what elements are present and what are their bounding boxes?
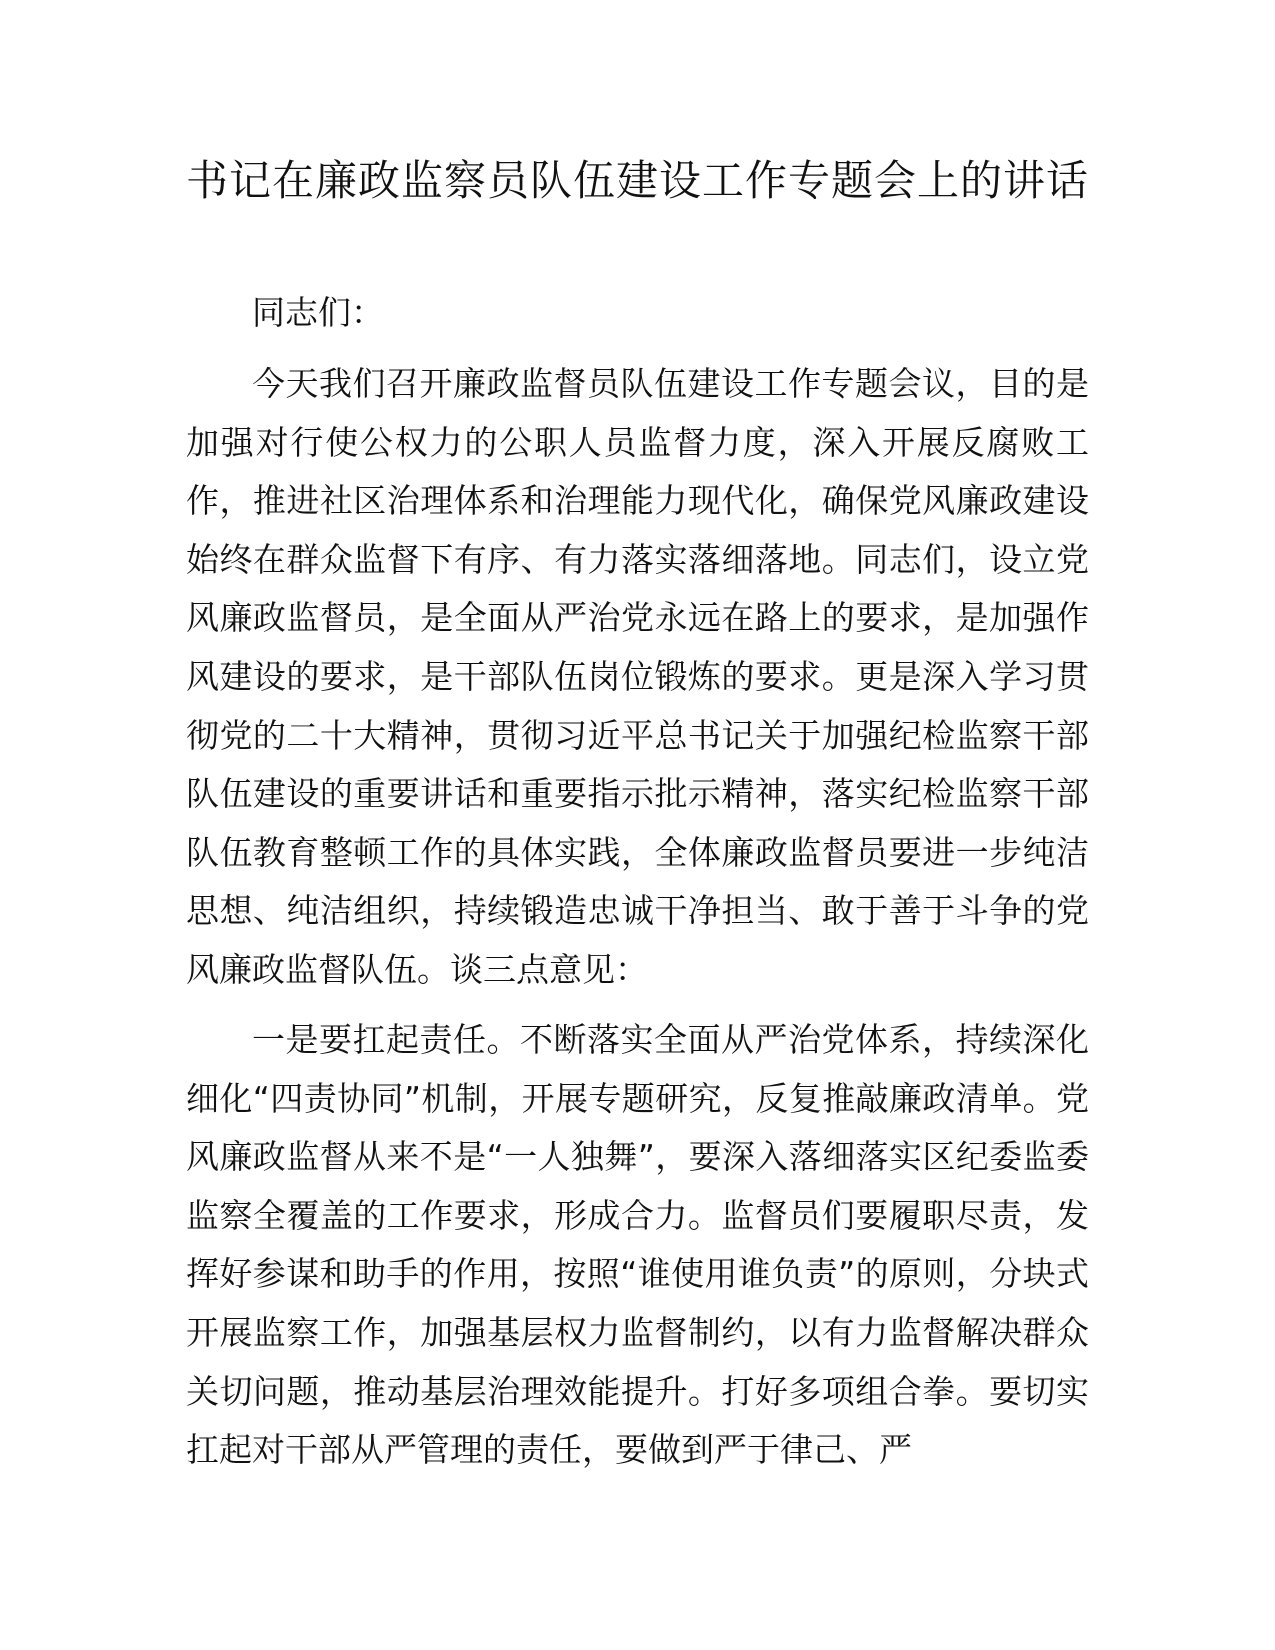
document-title: 书记在廉政监察员队伍建设工作专题会上的讲话 bbox=[186, 156, 1090, 205]
paragraph-opening: 今天我们召开廉政监督员队伍建设工作专题会议，目的是加强对行使公权力的公职人员监督力度，深入开展反腐败工作，推进社区治理体系和治理能力现代化，确保党风廉政建设始终在群众监督下有序、有力落实落细落地。同志们，设立党风廉政监督员，是全面从严治党永远在路上的要求，是加强作风建设的要求，是干部队伍岗位锻炼的要求。更是深入学习贯彻党的二十大精神，贯彻习近平总书记关于加强纪检监察干部队伍建设的重要讲话和重要指示批示精神，落实纪检监察干部队伍教育整顿工作的具体实践，全体廉政监督员要进一步纯洁思想、纯洁组织，持续锻造忠诚干净担当、敢于善于斗争的党风廉政监督队伍。谈三点意见： bbox=[186, 364, 1089, 989]
paragraph-point-one: 一是要扛起责任。不断落实全面从严治党体系，持续深化细化“四责协同”机制，开展专题研究，反复推敲廉政清单。党风廉政监督从来不是“一人独舞”，要深入落细落实区纪委监委监察全覆盖的工作要求，形成合力。监督员们要履职尽责，发挥好参谋和助手的作用，按照“谁使用谁负责”的原则，分块式开展监察工作，加强基层权力监督制约，以有力监督解决群众关切问题，推动基层治理效能提升。打好多项组合拳。要切实扛起对干部从严管理的责任，要做到严于律己、严 bbox=[186, 1020, 1089, 1470]
salutation: 同志们： bbox=[252, 293, 384, 332]
